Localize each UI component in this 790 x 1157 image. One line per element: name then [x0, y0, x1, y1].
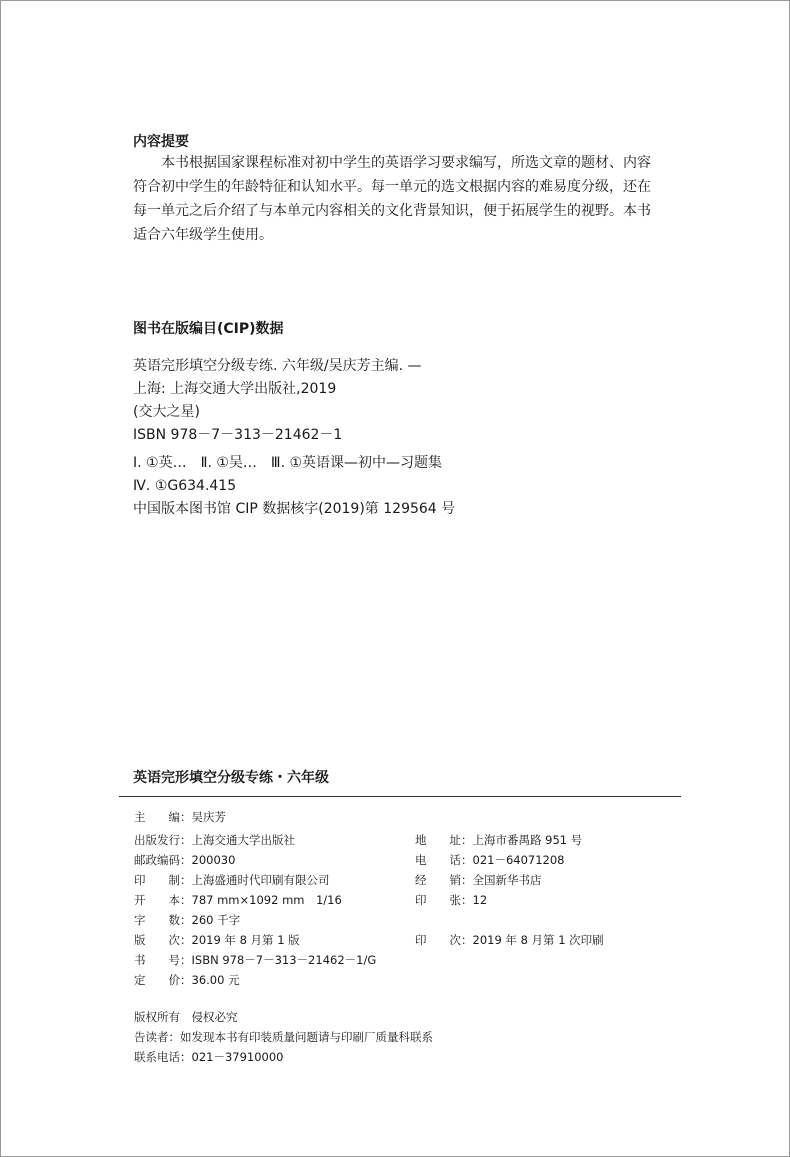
detail-address: 地 址：上海市番禺路 951 号 [415, 833, 583, 847]
summary-heading: 内容提要 [133, 134, 189, 150]
detail-publisher: 出版发行：上海交通大学出版社 [134, 833, 295, 847]
detail-price: 定 价：36.00 元 [134, 973, 240, 987]
detail-sheets: 印 张：12 [415, 893, 488, 907]
summary-line: 符合初中学生的年龄特征和认知水平。每一单元的选文根据内容的难易度分级，还在 [133, 179, 651, 195]
footer-notice: 告读者：如发现本书有印装质量问题请与印刷厂质量科联系 [134, 1030, 433, 1044]
cip-heading: 图书在版编目(CIP)数据 [133, 321, 284, 337]
footer-copyright: 版权所有 侵权必究 [134, 1010, 238, 1024]
detail-isbn: 书 号：ISBN 978－7－313－21462－1/G [134, 953, 377, 967]
detail-print-run: 印 次：2019 年 8 月第 1 次印刷 [415, 933, 604, 947]
detail-editor: 主 编：吴庆芳 [134, 810, 226, 824]
detail-phone: 电 话：021－64071208 [415, 853, 565, 867]
detail-printer: 印 制：上海盛通时代印刷有限公司 [134, 873, 330, 887]
summary-line: 每一单元之后介绍了与本单元内容相关的文化背景知识，便于拓展学生的视野。本书 [133, 203, 651, 219]
detail-edition: 版 次：2019 年 8 月第 1 版 [134, 933, 300, 947]
cip-verify-number: 中国版本图书馆 CIP 数据核字(2019)第 129564 号 [133, 501, 456, 517]
cip-block-2 [133, 452, 442, 498]
summary-line: 适合六年级学生使用。 [133, 227, 273, 243]
cip-line: (交大之星) [133, 404, 200, 420]
cip-line: 上海: 上海交通大学出版社,2019 [133, 381, 337, 397]
detail-word-count: 字 数：260 千字 [134, 913, 241, 927]
summary-paragraph [133, 151, 651, 247]
divider-rule [119, 796, 681, 797]
book-title: 英语完形填空分级专练・六年级 [133, 770, 329, 786]
cip-block-1 [133, 355, 422, 447]
detail-distributor: 经 销：全国新华书店 [415, 873, 542, 887]
cip-line: Ⅳ. ①G634.415 [133, 478, 237, 494]
cip-line: ISBN 978－7－313－21462－1 [133, 427, 343, 443]
cip-line: 英语完形填空分级专练. 六年级/吴庆芳主编. — [133, 358, 422, 374]
summary-line: 本书根据国家课程标准对初中学生的英语学习要求编写，所选文章的题材、内容 [133, 155, 651, 171]
footer-contact: 联系电话：021－37910000 [134, 1050, 284, 1064]
detail-postcode: 邮政编码：200030 [134, 853, 236, 867]
detail-format: 开 本：787 mm×1092 mm 1/16 [134, 893, 342, 907]
cip-line: Ⅰ. ①英… Ⅱ. ①吴… Ⅲ. ①英语课—初中—习题集 [133, 455, 443, 471]
